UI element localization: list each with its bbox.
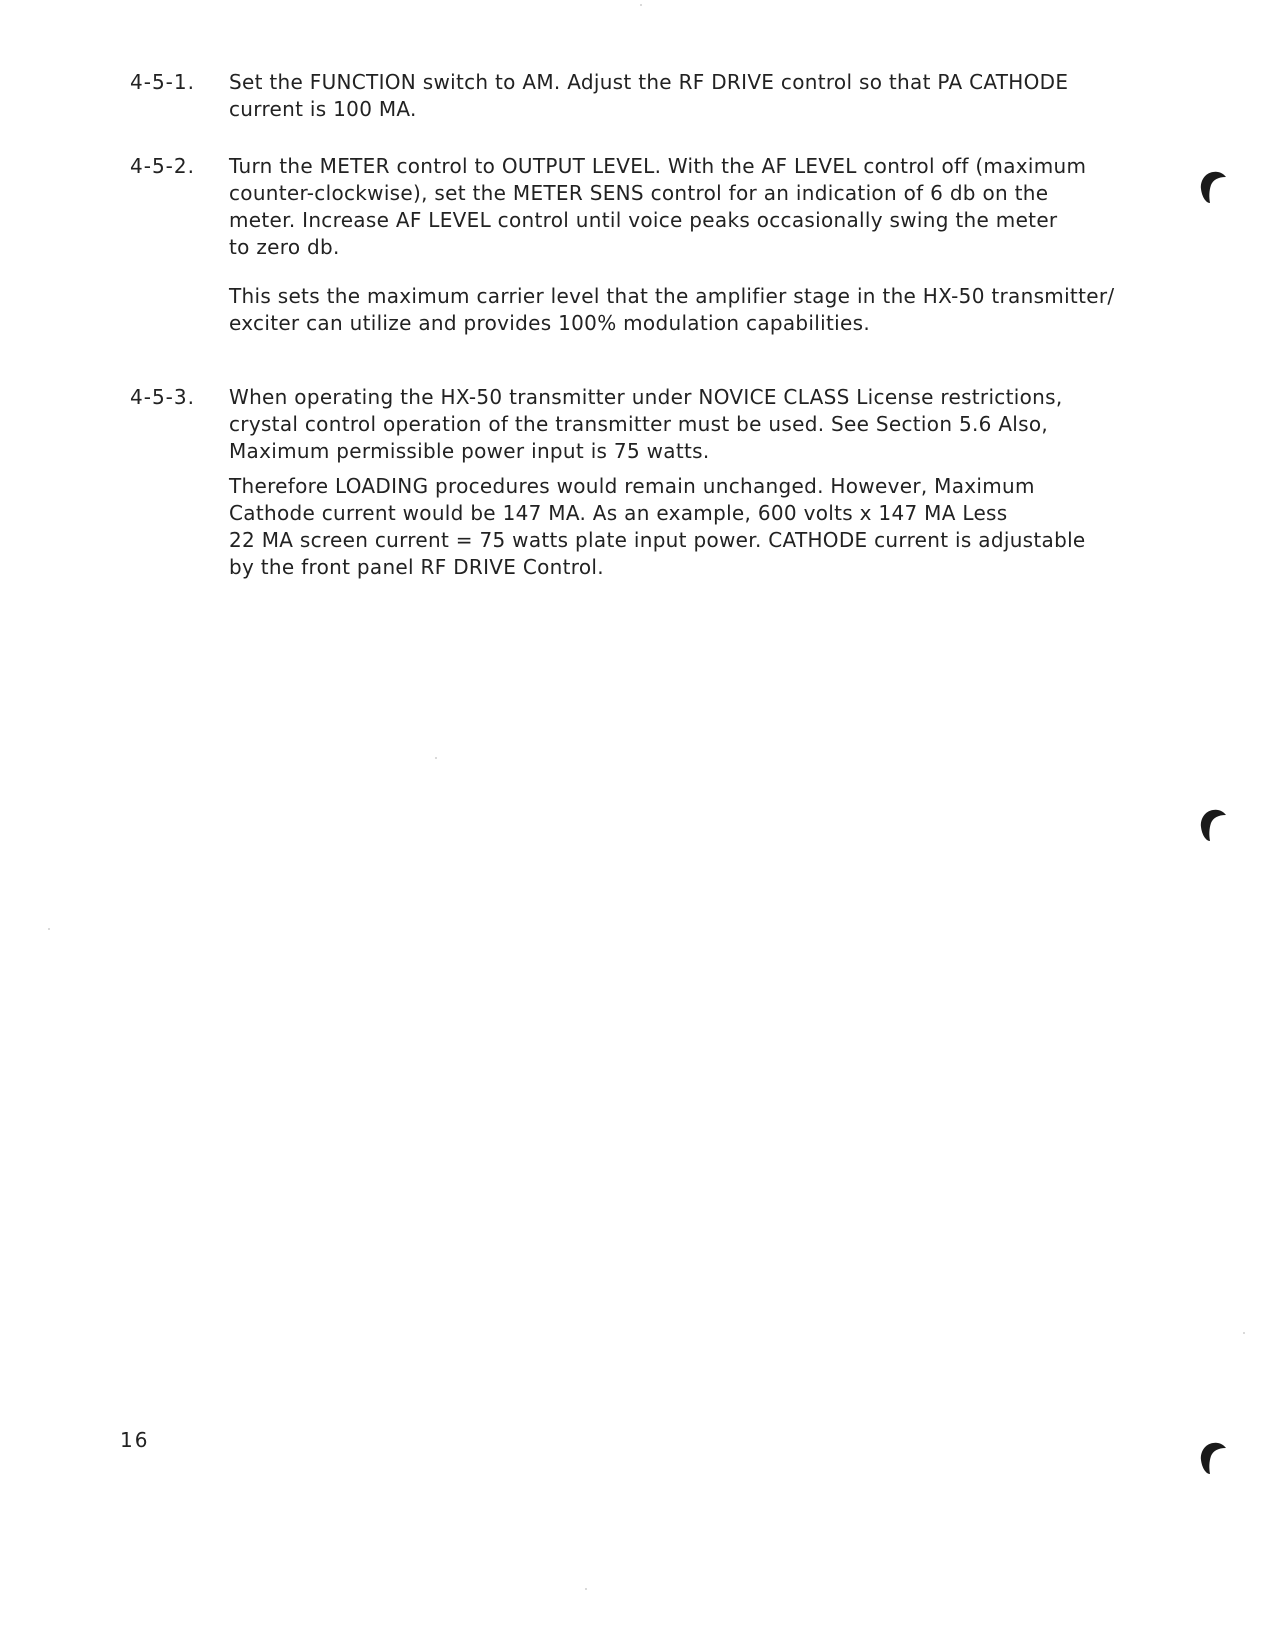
text-line: crystal control operation of the transmitter must be used. See Section 5.6 Also, bbox=[229, 412, 1049, 436]
step-number: 4-5-1. bbox=[130, 70, 195, 94]
paragraph bbox=[229, 473, 1164, 581]
paragraph bbox=[229, 153, 1164, 261]
text-line: When operating the HX-50 transmitter under NOVICE CLASS License restrictions, bbox=[229, 385, 1063, 409]
text-line: counter-clockwise), set the METER SENS control for an indication of 6 db on the bbox=[229, 181, 1049, 205]
text-line: This sets the maximum carrier level that the amplifier stage in the HX-50 transmitter/ bbox=[229, 284, 1115, 308]
paragraph bbox=[229, 384, 1164, 465]
text-line: to zero db. bbox=[229, 235, 340, 259]
text-line: 22 MA screen current = 75 watts plate input power. CATHODE current is adjustable bbox=[229, 528, 1086, 552]
paragraph bbox=[229, 69, 1164, 123]
text-line: Turn the METER control to OUTPUT LEVEL. With the AF LEVEL control off (maximum bbox=[229, 154, 1087, 178]
step-body bbox=[229, 384, 1164, 581]
scan-speck bbox=[1243, 1332, 1245, 1334]
step-body bbox=[229, 69, 1164, 123]
page-number: 16 bbox=[120, 1428, 150, 1452]
step-number: 4-5-3. bbox=[130, 385, 195, 409]
scan-speck bbox=[48, 928, 50, 930]
text-line: current is 100 MA. bbox=[229, 97, 417, 121]
step-body bbox=[229, 153, 1164, 337]
text-line: meter. Increase AF LEVEL control until voice peaks occasionally swing the meter bbox=[229, 208, 1058, 232]
text-line: Set the FUNCTION switch to AM. Adjust the RF DRIVE control so that PA CATHODE bbox=[229, 70, 1069, 94]
step-number: 4-5-2. bbox=[130, 154, 195, 178]
punch-hole-icon bbox=[1199, 170, 1229, 204]
paragraph bbox=[229, 283, 1164, 337]
text-line: Cathode current would be 147 MA. As an example, 600 volts x 147 MA Less bbox=[229, 501, 1008, 525]
text-line: Therefore LOADING procedures would remain unchanged. However, Maximum bbox=[229, 474, 1035, 498]
text-line: by the front panel RF DRIVE Control. bbox=[229, 555, 604, 579]
scan-speck bbox=[640, 4, 642, 6]
text-line: exciter can utilize and provides 100% modulation capabilities. bbox=[229, 311, 870, 335]
scan-speck bbox=[435, 757, 437, 759]
punch-hole-icon bbox=[1199, 808, 1229, 842]
scan-speck bbox=[585, 1588, 587, 1590]
punch-hole-icon bbox=[1199, 1441, 1229, 1475]
text-line: Maximum permissible power input is 75 watts. bbox=[229, 439, 710, 463]
